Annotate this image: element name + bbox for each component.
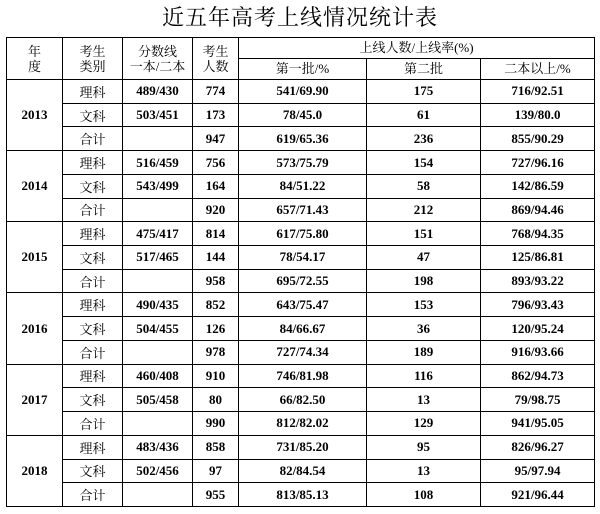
tier2-plus-cell: 120/95.24 (481, 317, 595, 341)
cutoff-cell: 475/417 (123, 222, 193, 246)
tier2-plus-cell: 941/95.05 (481, 412, 595, 436)
tier2-plus-cell: 139/80.0 (481, 103, 595, 127)
batch2-cell: 61 (367, 103, 481, 127)
cutoff-cell: 517/465 (123, 246, 193, 270)
category-cell: 理科 (63, 151, 123, 175)
batch2-cell: 189 (367, 340, 481, 364)
header-online-group: 上线人数/上线率(%) (239, 38, 595, 59)
batch1-cell: 695/72.55 (239, 269, 367, 293)
tier2-plus-cell: 826/96.27 (481, 435, 595, 459)
tier2-plus-cell: 916/93.66 (481, 340, 595, 364)
tier2-plus-cell: 862/94.73 (481, 364, 595, 388)
header-cutoff: 分数线 一本/二本 (123, 38, 193, 80)
table-row (7, 340, 595, 364)
table-row (7, 246, 595, 270)
batch1-cell: 82/84.54 (239, 459, 367, 483)
table-title: 近五年高考上线情况统计表 (161, 6, 438, 31)
table-row (7, 174, 595, 198)
category-cell: 理科 (63, 364, 123, 388)
cutoff-cell (123, 198, 193, 222)
year-cell: 2018 (7, 435, 63, 506)
tier2-plus-cell: 125/86.81 (481, 246, 595, 270)
stats-table (6, 37, 595, 507)
cutoff-cell (123, 127, 193, 151)
table-row (7, 103, 595, 127)
tier2-plus-cell: 716/92.51 (481, 80, 595, 104)
candidates-cell: 920 (193, 198, 239, 222)
category-cell: 合计 (63, 483, 123, 507)
table-body (7, 80, 595, 507)
cutoff-cell (123, 412, 193, 436)
candidates-cell: 990 (193, 412, 239, 436)
cutoff-cell (123, 483, 193, 507)
category-cell: 理科 (63, 80, 123, 104)
batch1-cell: 812/82.02 (239, 412, 367, 436)
category-cell: 文科 (63, 317, 123, 341)
batch2-cell: 198 (367, 269, 481, 293)
tier2-plus-cell: 869/94.46 (481, 198, 595, 222)
category-cell: 合计 (63, 412, 123, 436)
candidates-cell: 80 (193, 388, 239, 412)
batch2-cell: 236 (367, 127, 481, 151)
batch1-cell: 643/75.47 (239, 293, 367, 317)
batch2-cell: 36 (367, 317, 481, 341)
batch2-cell: 175 (367, 80, 481, 104)
batch2-cell: 116 (367, 364, 481, 388)
candidates-cell: 756 (193, 151, 239, 175)
tier2-plus-cell: 893/93.22 (481, 269, 595, 293)
header-row-top (7, 38, 595, 59)
batch1-cell: 541/69.90 (239, 80, 367, 104)
batch2-cell: 151 (367, 222, 481, 246)
category-cell: 理科 (63, 435, 123, 459)
batch1-cell: 813/85.13 (239, 483, 367, 507)
candidates-cell: 164 (193, 174, 239, 198)
batch1-cell: 657/71.43 (239, 198, 367, 222)
table-row (7, 412, 595, 436)
batch1-cell: 573/75.79 (239, 151, 367, 175)
batch2-cell: 129 (367, 412, 481, 436)
tier2-plus-cell: 855/90.29 (481, 127, 595, 151)
year-cell: 2016 (7, 293, 63, 364)
table-row (7, 293, 595, 317)
header-category: 考生 类别 (63, 38, 123, 80)
header-year: 年 度 (7, 38, 63, 80)
batch2-cell: 58 (367, 174, 481, 198)
batch1-cell: 78/45.0 (239, 103, 367, 127)
cutoff-cell: 516/459 (123, 151, 193, 175)
table-row (7, 483, 595, 507)
candidates-cell: 126 (193, 317, 239, 341)
batch1-cell: 619/65.36 (239, 127, 367, 151)
tier2-plus-cell: 142/86.59 (481, 174, 595, 198)
cutoff-cell: 504/455 (123, 317, 193, 341)
tier2-plus-cell: 921/96.44 (481, 483, 595, 507)
header-batch1: 第一批/% (239, 59, 367, 80)
candidates-cell: 144 (193, 246, 239, 270)
header-batch2: 第二批 (367, 59, 481, 80)
candidates-cell: 955 (193, 483, 239, 507)
category-cell: 合计 (63, 127, 123, 151)
tier2-plus-cell: 95/97.94 (481, 459, 595, 483)
table-row (7, 151, 595, 175)
table-row (7, 459, 595, 483)
tier2-plus-cell: 768/94.35 (481, 222, 595, 246)
candidates-cell: 173 (193, 103, 239, 127)
batch1-cell: 617/75.80 (239, 222, 367, 246)
table-row (7, 80, 595, 104)
cutoff-cell: 543/499 (123, 174, 193, 198)
category-cell: 合计 (63, 198, 123, 222)
batch1-cell: 84/51.22 (239, 174, 367, 198)
batch1-cell: 78/54.17 (239, 246, 367, 270)
cutoff-cell: 503/451 (123, 103, 193, 127)
header-tier2-plus: 二本以上/% (481, 59, 595, 80)
batch2-cell: 47 (367, 246, 481, 270)
candidates-cell: 814 (193, 222, 239, 246)
batch2-cell: 108 (367, 483, 481, 507)
batch2-cell: 212 (367, 198, 481, 222)
table-row (7, 317, 595, 341)
tier2-plus-cell: 727/96.16 (481, 151, 595, 175)
year-cell: 2015 (7, 222, 63, 293)
batch1-cell: 727/74.34 (239, 340, 367, 364)
batch2-cell: 13 (367, 388, 481, 412)
category-cell: 合计 (63, 269, 123, 293)
candidates-cell: 774 (193, 80, 239, 104)
batch2-cell: 153 (367, 293, 481, 317)
table-row (7, 198, 595, 222)
cutoff-cell: 502/456 (123, 459, 193, 483)
batch1-cell: 746/81.98 (239, 364, 367, 388)
table-row (7, 222, 595, 246)
candidates-cell: 852 (193, 293, 239, 317)
batch1-cell: 66/82.50 (239, 388, 367, 412)
header-candidates: 考生 人数 (193, 38, 239, 80)
batch2-cell: 154 (367, 151, 481, 175)
category-cell: 文科 (63, 388, 123, 412)
batch2-cell: 13 (367, 459, 481, 483)
tier2-plus-cell: 79/98.75 (481, 388, 595, 412)
table-row (7, 364, 595, 388)
year-cell: 2014 (7, 151, 63, 222)
table-row (7, 388, 595, 412)
category-cell: 理科 (63, 293, 123, 317)
candidates-cell: 858 (193, 435, 239, 459)
tier2-plus-cell: 796/93.43 (481, 293, 595, 317)
cutoff-cell: 460/408 (123, 364, 193, 388)
table-row (7, 269, 595, 293)
candidates-cell: 978 (193, 340, 239, 364)
cutoff-cell: 483/436 (123, 435, 193, 459)
candidates-cell: 910 (193, 364, 239, 388)
candidates-cell: 947 (193, 127, 239, 151)
candidates-cell: 958 (193, 269, 239, 293)
category-cell: 文科 (63, 246, 123, 270)
category-cell: 文科 (63, 459, 123, 483)
cutoff-cell: 490/435 (123, 293, 193, 317)
candidates-cell: 97 (193, 459, 239, 483)
category-cell: 文科 (63, 103, 123, 127)
batch2-cell: 95 (367, 435, 481, 459)
year-cell: 2013 (7, 80, 63, 151)
category-cell: 理科 (63, 222, 123, 246)
batch1-cell: 731/85.20 (239, 435, 367, 459)
category-cell: 合计 (63, 340, 123, 364)
cutoff-cell: 505/458 (123, 388, 193, 412)
cutoff-cell: 489/430 (123, 80, 193, 104)
table-row (7, 435, 595, 459)
table-row (7, 127, 595, 151)
cutoff-cell (123, 269, 193, 293)
cutoff-cell (123, 340, 193, 364)
year-cell: 2017 (7, 364, 63, 435)
category-cell: 文科 (63, 174, 123, 198)
batch1-cell: 84/66.67 (239, 317, 367, 341)
